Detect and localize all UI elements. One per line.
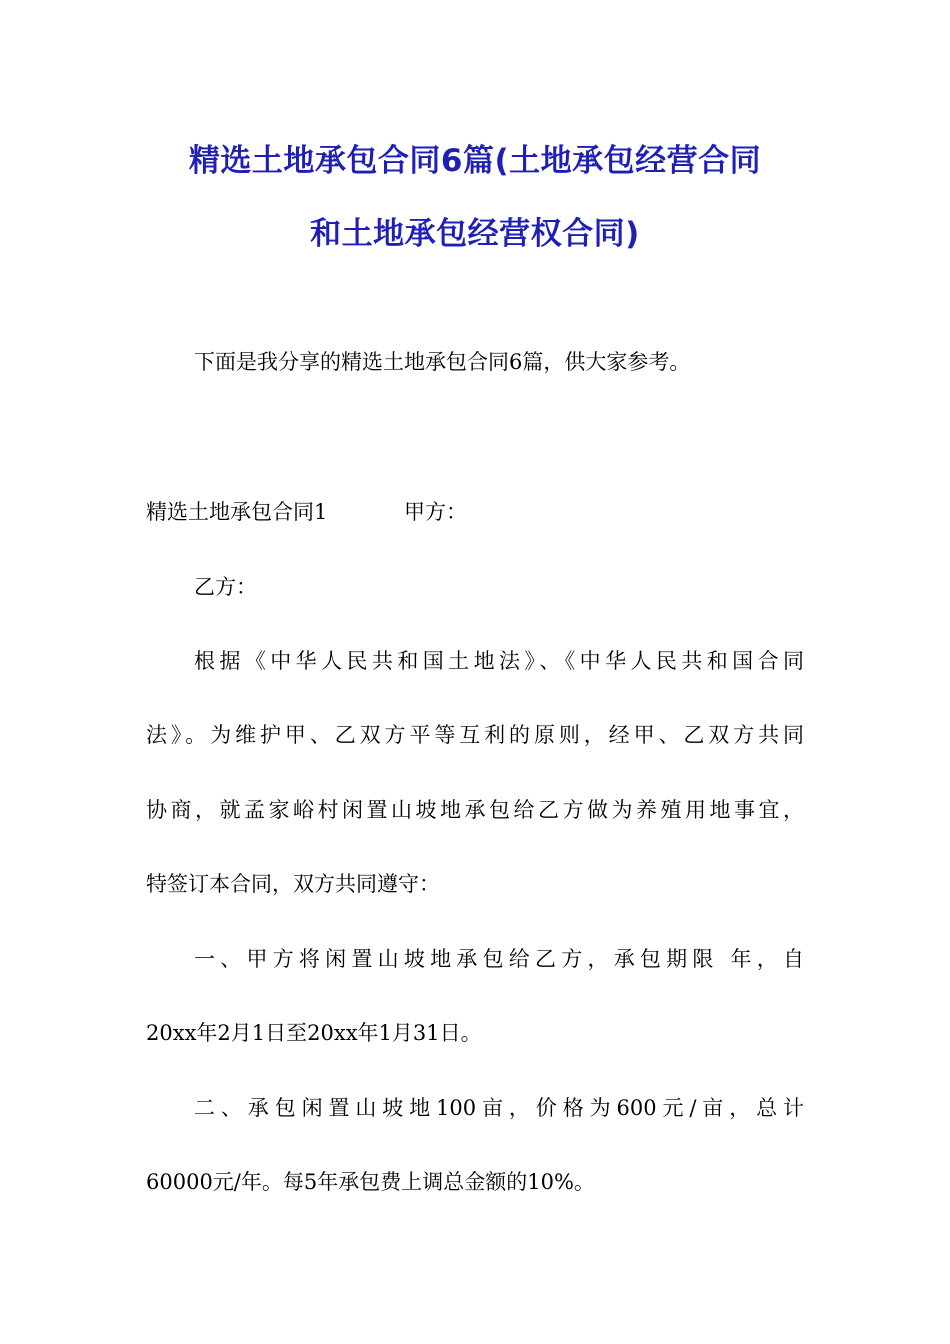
- document-title-line-2: 和土地承包经营权合同): [310, 216, 640, 252]
- clause-line: 一、甲方将闲置山坡地承包给乙方，承包期限 年，自: [194, 947, 804, 971]
- intro-paragraph: 下面是我分享的精选土地承包合同6篇，供大家参考。: [194, 350, 691, 374]
- clause-line: 20xx年2月1日至20xx年1月31日。: [146, 1021, 482, 1045]
- party-b-label: 乙方：: [194, 575, 257, 599]
- paragraph-line: 协商，就孟家峪村闲置山坡地承包给乙方做为养殖用地事宜，: [146, 798, 804, 822]
- paragraph-line: 法》。为维护甲、乙双方平等互利的原则，经甲、乙双方共同: [146, 723, 804, 747]
- party-a-label: 甲方：: [404, 500, 467, 524]
- section-heading: 精选土地承包合同1: [146, 500, 328, 524]
- document-title-line-1: 精选土地承包合同6篇(土地承包经营合同: [188, 143, 762, 179]
- clause-line: 二、承包闲置山坡地100亩，价格为600元/亩，总计: [194, 1096, 804, 1120]
- clause-line: 60000元/年。每5年承包费上调总金额的10%。: [146, 1170, 595, 1194]
- paragraph-line: 特签订本合同，双方共同遵守：: [146, 872, 440, 896]
- paragraph-line: 根据《中华人民共和国土地法》、《中华人民共和国合同: [194, 649, 804, 673]
